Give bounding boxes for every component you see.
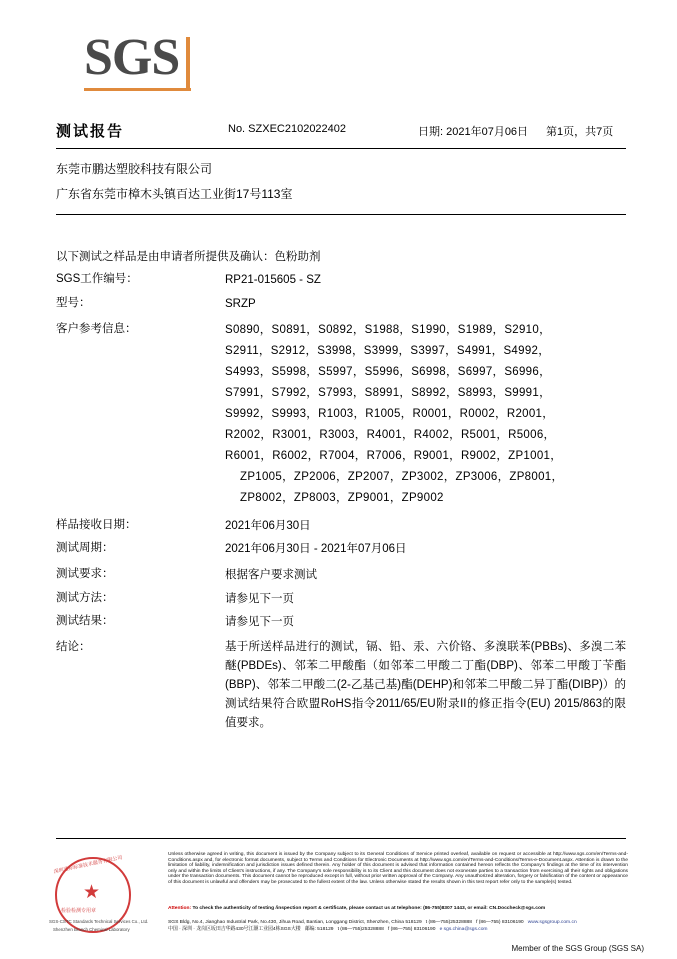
field-value-receive-date: 2021年06月30日 (225, 520, 311, 532)
seal-top-text: 深圳通标标准技术服务有限公司 (53, 854, 123, 876)
conclusion-text: 基于所送样品进行的测试，镉、铅、汞、六价铬、多溴联苯(PBBs)、多溴二苯醚(PBDEs)、邻苯二甲酸酯（如邻苯二甲酸二丁酯(DBP)、邻苯二甲酸丁苄酯(BBP)、邻苯二甲酸二(2-乙基己基)酯(DEHP)和邻苯二甲酸二异丁酯(DIBP)）的测试结果符合欧盟RoHS指令2011/65/EU附录II的修正指令(EU) 2015/863的限值要求。 (225, 641, 626, 729)
field-row-test-requirement (56, 565, 626, 589)
field-label-model: 型号： (56, 297, 91, 309)
page-indicator: 第1页，共7页 (546, 126, 614, 138)
footer-zip: 邮编: 518129 (304, 927, 334, 933)
customer-ref-line: ZP8002，ZP8003，ZP9001，ZP9002 (240, 492, 444, 504)
page-title: 测试报告 (56, 123, 125, 140)
footer-address-cn-row (168, 926, 638, 933)
field-row-model (56, 294, 626, 320)
company-name: 东莞市鹏达塑胶科技有限公司 (56, 162, 213, 176)
customer-ref-line: S2911，S2912，S3998，S3999，S3997，S4991，S4992， (225, 345, 551, 357)
divider-middle (56, 214, 626, 215)
field-value-test-result: 请参见下一页 (225, 616, 294, 628)
footer-attention (168, 906, 628, 912)
footer-legal-text: Unless otherwise agreed in writing, this document is issued by the Company subject to its General Conditions of Service printed overleaf, available on request or accessible at http://www.sgs.com/en/Terms-and-Conditions.aspx and, for electronic format documents, subject to Terms and Conditions for Electronic Documents at http://www.sgs.com/en/Terms-and-Conditions/Terms-e-Document.aspx. Attention is drawn to the limitation of liability, indemnification and jurisdiction issues defined therein. Any holder of this document is advised that information contained hereon reflects the Company's findings at the time of its intervention only and within the limits of Client's instructions, if any. The Company's sole responsibility is to its Client and this document does not exonerate parties to a transaction from exercising all their rights and obligations under the transaction documents. This document cannot be reproduced except in full, without prior written approval of the Company. Any unauthorized alteration, forgery or falsification of the content or appearance of this document is unlawful and offenders may be prosecuted to the fullest extent of the law. Unless otherwise stated the results shown in this test report refer only to the sample(s) tested. (168, 852, 628, 885)
field-value-test-method: 请参见下一页 (225, 593, 294, 605)
sgs-logo-tick (186, 37, 190, 89)
field-row-customer-ref (56, 320, 626, 516)
field-label-test-period: 测试周期： (56, 542, 114, 554)
field-label-test-method: 测试方法： (56, 592, 114, 604)
field-value-test-requirement: 根据客户要求测试 (225, 569, 317, 581)
field-label-conclusion: 结论： (56, 641, 91, 653)
report-date: 日期: 2021年07月06日 (418, 126, 529, 138)
field-row-job-no (56, 270, 626, 294)
customer-ref-line: S9992，S9993，R1003，R1005，R0001，R0002，R2001， (225, 408, 555, 420)
footer-email[interactable]: e sgs.china@sgs.com (439, 927, 488, 933)
footer-fax-cn: f (86—755) 83106190 (387, 927, 436, 933)
field-row-receive-date (56, 516, 626, 539)
seal-company-en: SGS-CSTC Standards Technical Services Co., Ltd. (49, 919, 149, 924)
customer-ref-line: R2002，R3001，R3003，R4001，R4002，R5001，R5006， (225, 429, 556, 441)
divider-footer (56, 838, 626, 839)
field-value-conclusion (225, 638, 626, 733)
field-value-customer-ref (225, 320, 626, 509)
title-row (56, 120, 626, 144)
footer-member: Member of the SGS Group (SGS SA) (511, 944, 644, 953)
footer-fax-en: f (86—755) 83106190 (476, 920, 524, 925)
seal-star-icon: ★ (83, 882, 101, 903)
customer-ref-line: S7991，S7992，S7993，S8991，S8992，S8993，S9991， (225, 387, 551, 399)
field-label-test-requirement: 测试要求： (56, 568, 114, 580)
field-label-test-result: 测试结果： (56, 615, 114, 627)
field-row-test-method (56, 589, 626, 612)
footer-phone-cn: t (86—755)25328888 (337, 927, 384, 933)
footer-address-cn: 中国 · 深圳 · 龙岗区坂田吉华路430号江灏工业园4栋SGS大楼 (168, 927, 301, 933)
footer-attention-text: To check the authenticity of testing /inspection report & certificate, please contact us at telephone: (86-755)8307 1443, or email: CN.Doccheck@sgs.com (192, 906, 546, 911)
footer-phone-en: t (86—755)25328888 (425, 920, 472, 925)
customer-ref-line: R6001，R6002，R7004，R7006，R9001，R9002，ZP1001， (225, 450, 563, 462)
company-seal (47, 855, 159, 935)
field-label-receive-date: 样品接收日期： (56, 519, 137, 531)
footer-attention-label: Attention: (168, 906, 192, 911)
footer-address-block (168, 919, 638, 934)
report-number: No. SZXEC2102022402 (228, 123, 347, 135)
divider-top (56, 148, 626, 149)
sgs-logo-bar (84, 88, 191, 91)
field-value-job-no: RP21-015605 - SZ (225, 274, 321, 286)
field-row-test-period (56, 539, 626, 565)
company-address: 广东省东莞市樟木头镇百达工业街17号113室 (56, 187, 293, 201)
sgs-logo (84, 30, 194, 90)
footer-address-en-row (168, 919, 638, 926)
fields-block (56, 270, 626, 734)
customer-ref-line: S4993，S5998，S5997，S5996，S6998，S6997，S6996， (225, 366, 551, 378)
field-label-customer-ref: 客户参考信息： (56, 323, 137, 335)
seal-line-text: 检验检测专用章 (61, 908, 97, 914)
field-label-job-no: SGS工作编号： (56, 273, 138, 285)
field-row-conclusion (56, 638, 626, 734)
footer-website[interactable]: www.sgsgroup.com.cn (527, 920, 577, 925)
customer-ref-line: ZP1005，ZP2006，ZP2007，ZP3002，ZP3006，ZP8001， (240, 471, 564, 483)
customer-ref-line: S0890，S0891，S0892，S1988，S1990，S1989，S2910， (225, 324, 551, 336)
sample-statement: 以下测试之样品是由申请者所提供及确认：色粉助剂 (56, 251, 321, 263)
sgs-logo-text: SGS (84, 29, 180, 86)
field-value-test-period: 2021年06月30日 - 2021年07月06日 (225, 543, 407, 555)
seal-branch-en: Shenzhen Branch Chemical Laboratory (53, 927, 130, 932)
field-row-test-result (56, 612, 626, 638)
footer-address-en: SGS Bldg, No.4, Jianghao Industrial Park, No.430, Jihua Road, Bantian, Longgang District, Shenzhen, China 518129 (168, 920, 422, 925)
field-value-model: SRZP (225, 298, 256, 310)
